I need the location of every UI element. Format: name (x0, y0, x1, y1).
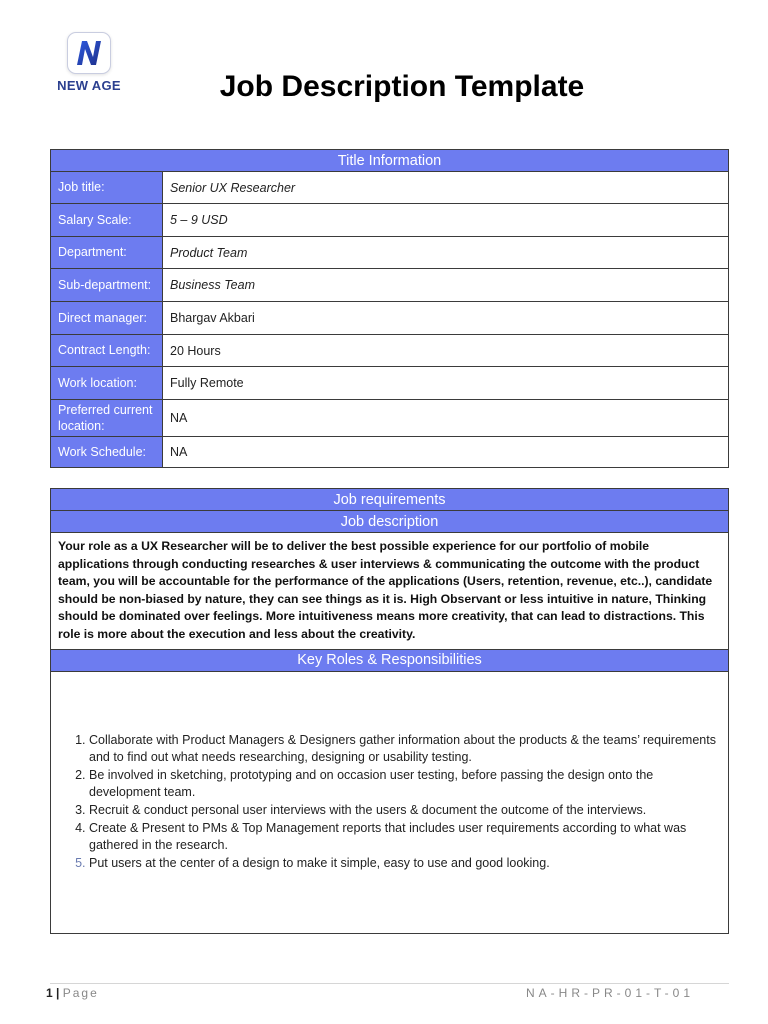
page-number: 1 (46, 986, 53, 1000)
job-requirements-header: Job requirements (51, 489, 729, 511)
table-row (51, 269, 729, 302)
list-item: 4. Create & Present to PMs & Top Management reports that includes user requirements according to what was gathered in the research. (89, 820, 728, 855)
preferred-location-value: NA (163, 400, 729, 437)
page-label: Page (62, 986, 99, 1000)
row-label: Work Schedule: (51, 437, 163, 468)
n-logo-icon (67, 32, 111, 74)
list-item: 5. Put users at the center of a design to make it simple, easy to use and good looking. (89, 855, 728, 873)
direct-manager-value: Bhargav Akbari (163, 302, 729, 335)
work-schedule-value: NA (163, 437, 729, 468)
job-description-header: Job description (51, 511, 729, 533)
contract-length-value: 20 Hours (163, 335, 729, 367)
row-label: Department: (51, 237, 163, 269)
department-value: Product Team (163, 237, 729, 269)
title-information-table (50, 149, 729, 468)
row-label: Sub-department: (51, 269, 163, 302)
table-row (51, 335, 729, 367)
key-roles-header: Key Roles & Responsibilities (51, 649, 729, 671)
title-information-header: Title Information (51, 150, 729, 172)
table-row (51, 302, 729, 335)
row-label: Job title: (51, 172, 163, 204)
footer-divider (50, 983, 729, 984)
row-label: Preferred current location: (51, 400, 163, 437)
row-label: Work location: (51, 367, 163, 400)
row-label: Contract Length: (51, 335, 163, 367)
job-description-text: Your role as a UX Researcher will be to deliver the best possible experience for our portfolio of mobile applications through conducting researches & user interviews & communicating the outcome with the product team, you will be accountable for the performance of the applications (Users, retention, revenue, etc..), candidate should be non-biased by nature, they can see things as it is. High Observant or less intuitive in nature, Thinking should be dominated over feelings. More intuitiveness means more creativity, that can lead to distractions. This role is more about the execution and less about the creativity. (51, 533, 729, 650)
job-requirements-table (50, 488, 729, 934)
table-row (51, 367, 729, 400)
table-row (51, 204, 729, 237)
work-location-value: Fully Remote (163, 367, 729, 400)
document-title: Job Description Template (219, 70, 585, 103)
table-row (51, 400, 729, 437)
list-item: 3. Recruit & conduct personal user interviews with the users & document the outcome of the interviews. (89, 802, 728, 820)
page-footer (46, 986, 99, 1000)
key-roles-list (51, 732, 728, 873)
row-label: Direct manager: (51, 302, 163, 335)
table-row (51, 237, 729, 269)
table-row (51, 172, 729, 204)
table-row (51, 437, 729, 468)
row-label: Salary Scale: (51, 204, 163, 237)
list-item: 1. Collaborate with Product Managers & Designers gather information about the products & the teams’ requirements and to find out what needs researching, designing or usability testing. (89, 732, 728, 767)
sub-department-value: Business Team (163, 269, 729, 302)
logo-text: NEW AGE (57, 78, 121, 93)
job-title-value: Senior UX Researcher (163, 172, 729, 204)
page-separator: | (56, 986, 60, 1000)
list-item: 2. Be involved in sketching, prototyping and on occasion user testing, before passing the design onto the development team. (89, 767, 728, 802)
key-roles-cell (51, 671, 729, 933)
document-code: NA-HR-PR-01-T-01 (525, 986, 694, 1000)
salary-scale-value: 5 – 9 USD (163, 204, 729, 237)
